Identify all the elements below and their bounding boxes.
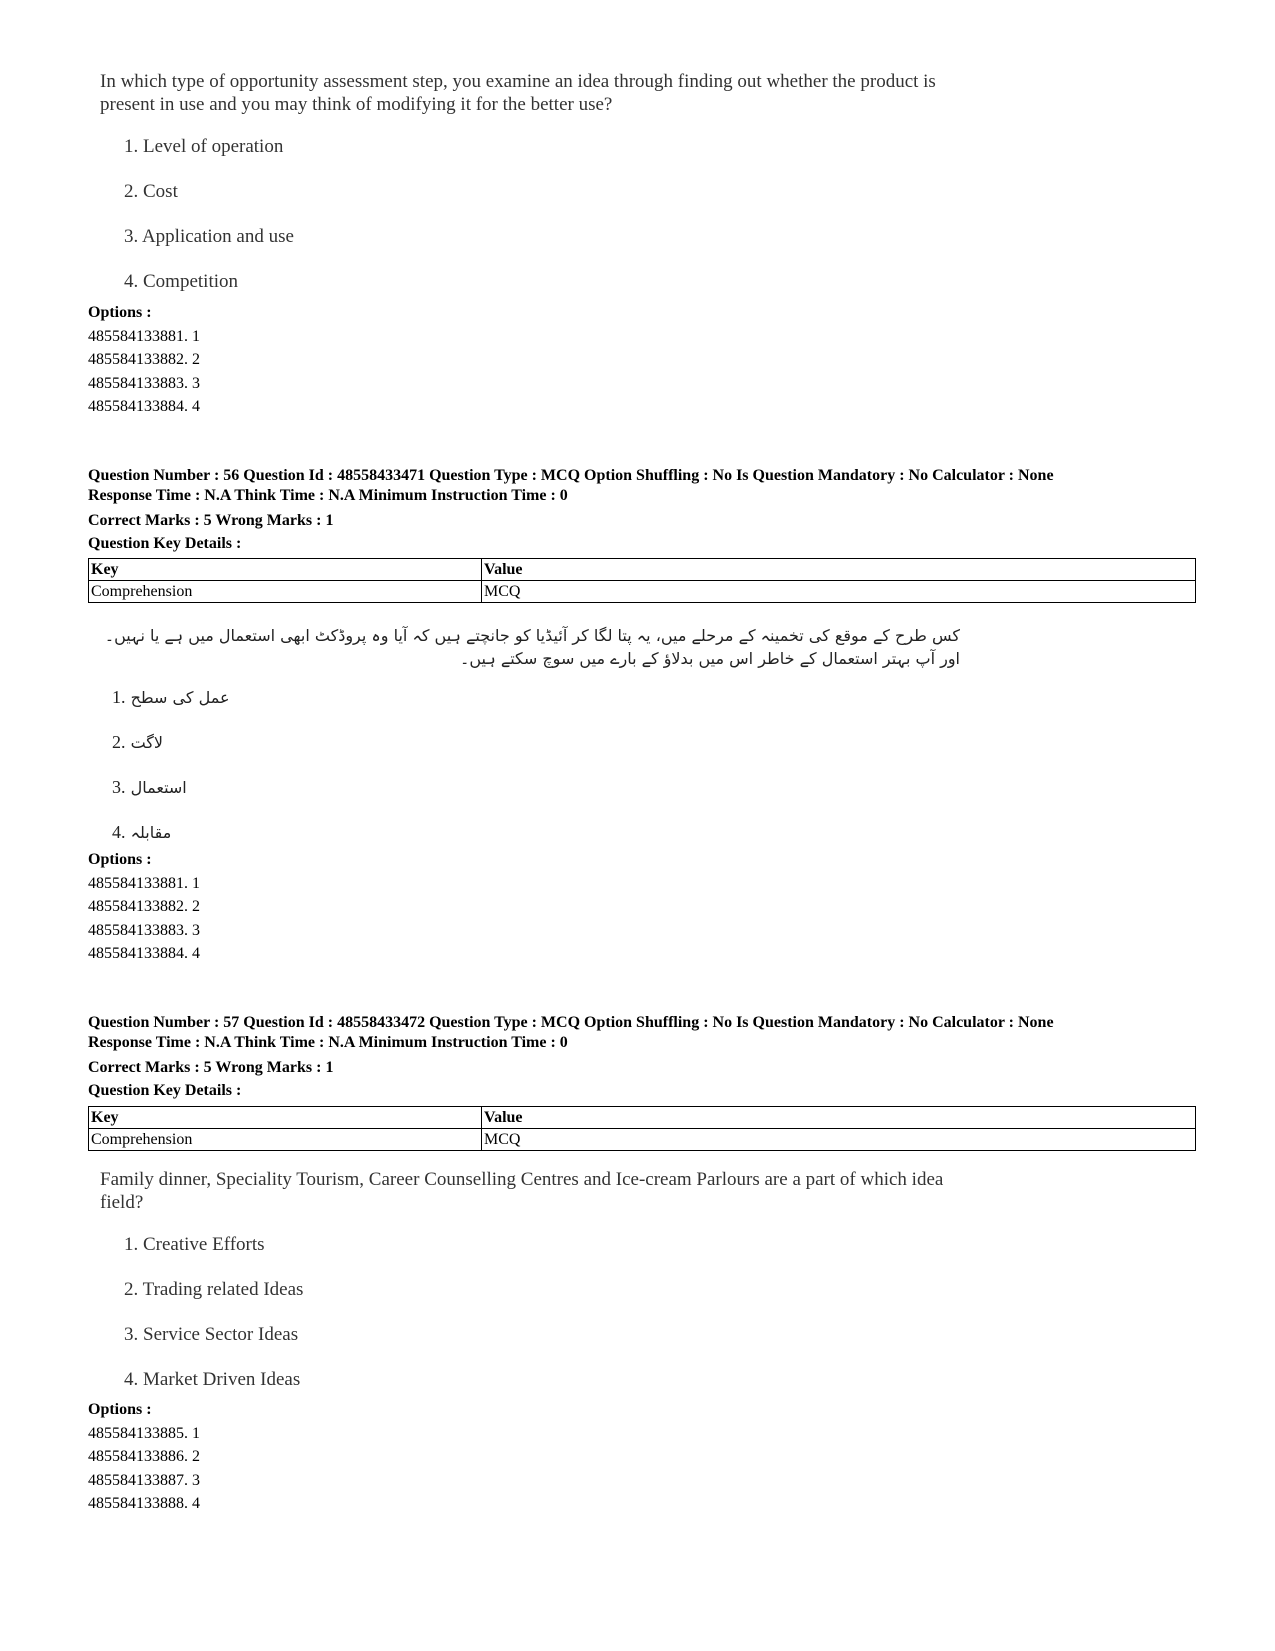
q55-options-label: Options :	[88, 304, 152, 321]
q57-options	[88, 1398, 200, 1516]
q55-options	[88, 301, 200, 419]
q56-marks: Correct Marks : 5 Wrong Marks : 1	[88, 512, 334, 529]
q56-choice-3: 3. استعمال	[112, 777, 187, 797]
q57-choice-list	[100, 1234, 980, 1391]
q57-options-label: Options :	[88, 1401, 152, 1418]
q57-option-2: 485584133886. 2	[88, 1448, 200, 1465]
q55-choice-3: 3. Application and use	[124, 226, 294, 247]
q57-key-table	[88, 1106, 1196, 1151]
q56-choice-1: 1. عمل کی سطح	[112, 687, 230, 707]
q57-question-text: Family dinner, Speciality Tourism, Career Counselling Centres and Ice-cream Parlours are a part of which idea field?	[100, 1169, 944, 1213]
q57-value-header: Value	[482, 1107, 1196, 1129]
q56-choice-4: 4. مقابلہ	[112, 822, 172, 842]
q57-meta	[88, 1013, 1198, 1102]
q55-option-2: 485584133882. 2	[88, 351, 200, 368]
q56-choice-2: 2. لاگت	[112, 732, 164, 752]
q55-choice-2: 2. Cost	[124, 181, 178, 202]
q57-choice-2: 2. Trading related Ideas	[124, 1279, 304, 1300]
q56-choice-list	[112, 686, 230, 866]
q57-meta-line2: Response Time : N.A Think Time : N.A Minimum Instruction Time : 0	[88, 1034, 568, 1051]
q56-key-table	[88, 558, 1196, 603]
q55-choice-1: 1. Level of operation	[124, 136, 284, 157]
q57-choice-3: 3. Service Sector Ideas	[124, 1324, 299, 1345]
q56-key-details-label: Question Key Details :	[88, 535, 242, 552]
q56-option-2: 485584133882. 2	[88, 898, 200, 915]
q57-option-1: 485584133885. 1	[88, 1424, 200, 1442]
q57-meta-line1: Question Number : 57 Question Id : 48558433472 Question Type : MCQ Option Shuffling : No Is Question Mandatory : No Calculator : None	[88, 1014, 1054, 1031]
q56-key-cell: Comprehension	[89, 581, 482, 603]
q55-option-1: 485584133881. 1	[88, 327, 200, 345]
q56-option-1: 485584133881. 1	[88, 874, 200, 892]
q56-option-4: 485584133884. 4	[88, 945, 200, 962]
q57-key-details-label: Question Key Details :	[88, 1082, 242, 1099]
q57-marks: Correct Marks : 5 Wrong Marks : 1	[88, 1059, 334, 1076]
q56-options	[88, 848, 200, 966]
q57-choice-4: 4. Market Driven Ideas	[124, 1369, 301, 1390]
q56-value-cell: MCQ	[482, 581, 1196, 603]
q55-choice-list	[100, 136, 980, 293]
q56-meta-line2: Response Time : N.A Think Time : N.A Minimum Instruction Time : 0	[88, 487, 568, 504]
q57-key-cell: Comprehension	[89, 1129, 482, 1151]
q57-question-block	[100, 1168, 980, 1391]
table-row	[89, 559, 1196, 581]
q57-choice-1: 1. Creative Efforts	[124, 1234, 265, 1255]
q56-question-urdu: کس طرح کے موقع کی تخمینہ کے مرحلے میں، یہ پتا لگا کر آئیڈیا کو جانچتے ہیں کہ آیا وہ پروڈکٹ ابھی استعمال میں ہے یا نہیں۔ اور آپ بہتر استعمال کے خاطر اس میں بدلاؤ کے بارے میں سوچ سکتے ہیں۔	[104, 626, 960, 668]
table-row	[89, 1129, 1196, 1151]
q57-key-header: Key	[89, 1107, 482, 1129]
q55-option-4: 485584133884. 4	[88, 398, 200, 415]
q56-meta-line1: Question Number : 56 Question Id : 48558433471 Question Type : MCQ Option Shuffling : No Is Question Mandatory : No Calculator : None	[88, 467, 1054, 484]
q56-meta	[88, 466, 1198, 555]
q55-question-block	[100, 70, 980, 293]
q55-option-3: 485584133883. 3	[88, 374, 200, 392]
q55-question-text: In which type of opportunity assessment step, you examine an idea through finding out whether the product is present in use and you may think of modifying it for the better use?	[100, 71, 936, 115]
q57-value-cell: MCQ	[482, 1129, 1196, 1151]
table-row	[89, 581, 1196, 603]
q57-option-4: 485584133888. 4	[88, 1495, 200, 1512]
q56-value-header: Value	[482, 559, 1196, 581]
table-row	[89, 1107, 1196, 1129]
q57-option-3: 485584133887. 3	[88, 1471, 200, 1489]
q56-key-header: Key	[89, 559, 482, 581]
q55-choice-4: 4. Competition	[124, 271, 238, 292]
q56-option-3: 485584133883. 3	[88, 921, 200, 939]
q56-options-label: Options :	[88, 851, 152, 868]
